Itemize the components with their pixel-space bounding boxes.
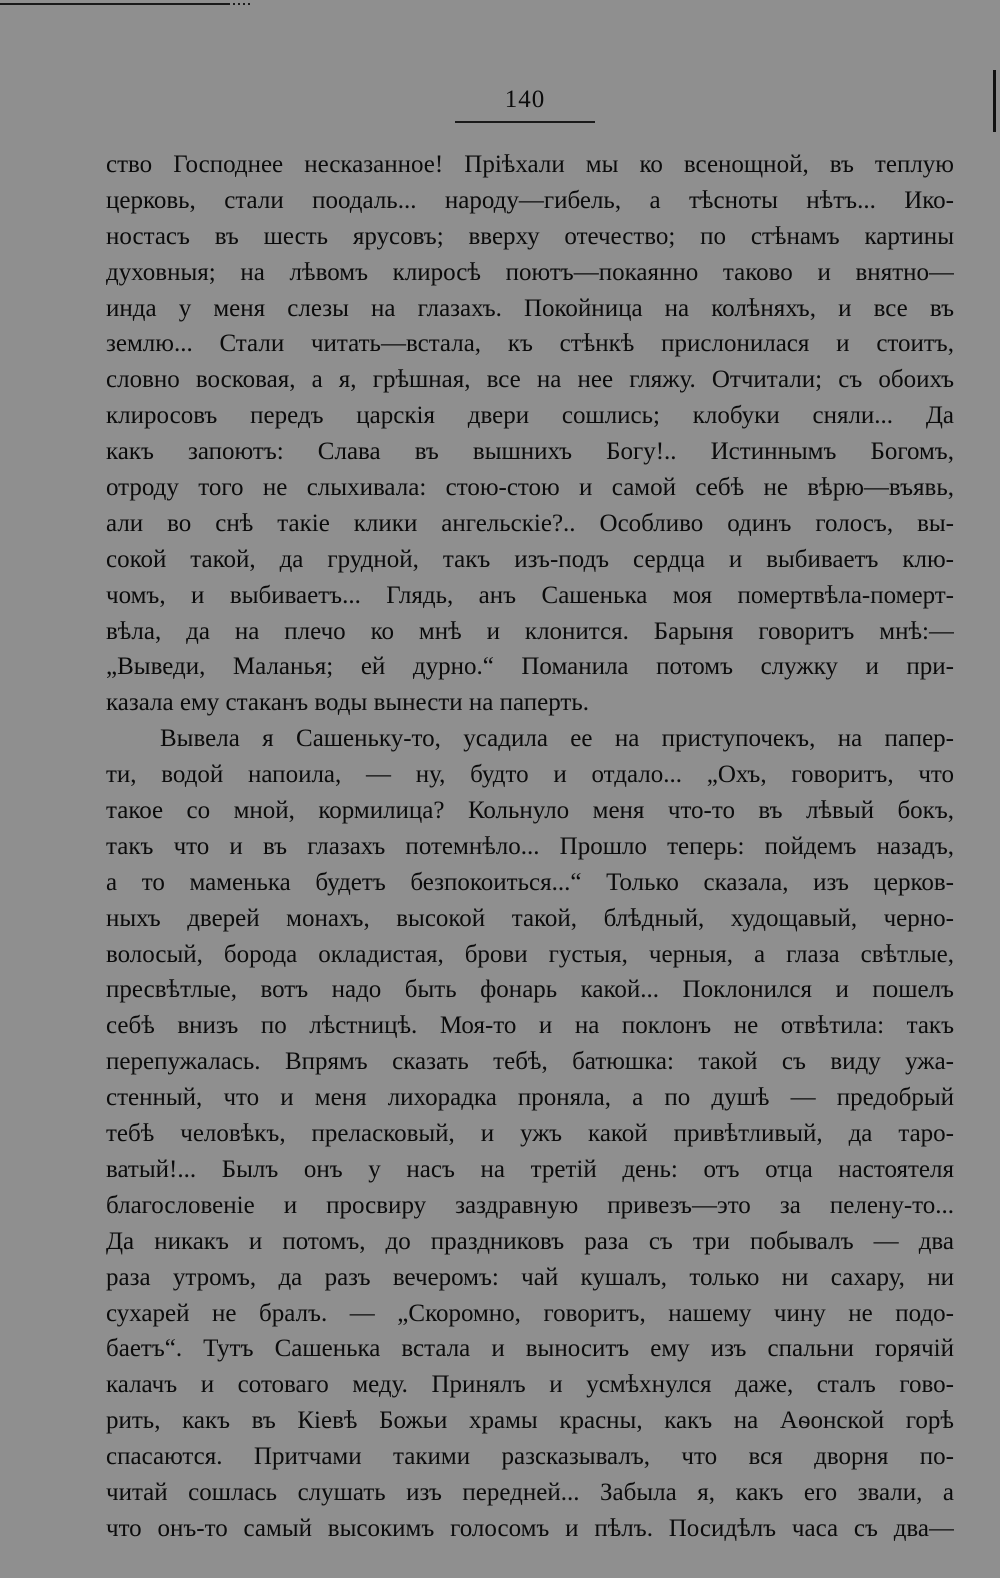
body-text	[106, 147, 954, 1547]
text-line: спасаются. Притчами такими разсказывалъ, что вся дворня по-	[106, 1443, 954, 1471]
text-line: отроду того не слыхивала: стою-стою и самой себѣ не вѣрю—въявь,	[106, 474, 954, 502]
text-line: такое со мной, кормилица? Кольнуло меня что-то въ лѣвый бокъ,	[106, 797, 954, 825]
edge-mark	[993, 70, 996, 132]
text-line: такъ что и въ глазахъ потемнѣло... Прошло теперь: пойдемъ назадъ,	[106, 832, 954, 860]
text-line: казала ему стаканъ воды вынести на паперть.	[106, 689, 590, 717]
text-line: перепужалась. Впрямъ сказать тебѣ, батюшка: такой съ виду ужа-	[106, 1048, 954, 1076]
text-line: церковь, стали поодаль... народу—гибель, а тѣсноты нѣтъ... Ико-	[106, 186, 954, 214]
text-line: волосый, борода окладистая, брови густыя, черныя, а глаза свѣтлые,	[106, 940, 954, 968]
text-line: сокой такой, да грудной, такъ изъ-подъ сердца и выбиваетъ клю-	[106, 545, 954, 573]
text-line: ныхъ дверей монахъ, высокой такой, блѣдный, худощавый, черно-	[106, 904, 954, 932]
text-line: что онъ-то самый высокимъ голосомъ и пѣлъ. Посидѣлъ часа съ два—	[106, 1514, 954, 1542]
text-line: ти, водой напоила, — ну, будто и отдало... „Охъ, говоритъ, что	[106, 761, 954, 789]
text-line: ство Господнее несказанное! Пріѣхали мы ко всенощной, въ теплую	[106, 151, 954, 178]
text-line: вѣла, да на плечо ко мнѣ и клонится. Барыня говоритъ мнѣ:—	[106, 617, 954, 645]
text-line: али во снѣ такіе клики ангельскіе?.. Особливо одинъ голосъ, вы-	[106, 509, 954, 537]
page-number: 140	[504, 86, 546, 113]
text-line: словно восковая, а я, грѣшная, все на нее гляжу. Отчитали; съ обоихъ	[106, 366, 954, 394]
text-line: баетъ“. Тутъ Сашенька встала и выноситъ ему изъ спальни горячій	[106, 1335, 954, 1363]
text-line: землю... Стали читать—встала, къ стѣнкѣ прислонилася и стоитъ,	[106, 330, 954, 358]
text-line: клиросовъ передъ царскія двери сошлись; клобуки сняли... Да	[106, 402, 954, 430]
text-line: а то маменька будетъ безпокоиться...“ Только сказала, изъ церков-	[106, 868, 954, 896]
text-line: какъ запоютъ: Слава въ вышнихъ Богу!.. Истиннымъ Богомъ,	[106, 438, 954, 466]
text-line: стенный, что и меня лихорадка проняла, а по душѣ — предобрый	[106, 1084, 954, 1112]
text-line: Да никакъ и потомъ, до праздниковъ раза съ три побывалъ — два	[106, 1227, 954, 1255]
text-line: читай сошлась слушать изъ передней... Забыла я, какъ его звали, а	[106, 1478, 954, 1506]
text-line: благословеніе и просвиру заздравную привезъ—это за пелену-то...	[106, 1191, 954, 1219]
text-line: „Выведи, Маланья; ей дурно.“ Поманила потомъ служку и при-	[106, 653, 954, 681]
text-line: калачъ и сотоваго меду. Принялъ и усмѣхнулся даже, сталъ гово-	[106, 1371, 954, 1399]
text-line: чомъ, и выбиваетъ... Глядь, анъ Сашенька моя помертвѣла-померт-	[106, 581, 954, 609]
text-line: ватый!... Былъ онъ у насъ на третій день: отъ отца настоятеля	[106, 1155, 954, 1183]
text-line: себѣ внизъ по лѣстницѣ. Моя-то и на поклонъ не отвѣтила: такъ	[106, 1012, 954, 1040]
text-line: сухарей не бралъ. — „Скоромно, говоритъ, нашему чину не подо-	[106, 1299, 954, 1327]
text-line: рить, какъ въ Кіевѣ Божьи храмы красны, какъ на Аѳонской горѣ	[106, 1407, 954, 1435]
text-line: тебѣ человѣкъ, преласковый, и ужъ какой привѣтливый, да таро-	[106, 1120, 954, 1148]
text-line: духовныя; на лѣвомъ клиросѣ поютъ—покаянно таково и внятно—	[106, 258, 954, 286]
text-line: инда у меня слезы на глазахъ. Покойница на колѣняхъ, и все въ	[106, 294, 954, 322]
text-line: раза утромъ, да разъ вечеромъ: чай кушалъ, только ни сахару, ни	[106, 1263, 954, 1291]
top-rule-dots	[228, 3, 252, 5]
text-line: Вывела я Сашеньку-то, усадила ее на приступочекъ, на папер-	[160, 725, 954, 753]
text-line: пресвѣтлые, вотъ надо быть фонарь какой... Поклонился и пошелъ	[106, 976, 954, 1004]
top-rule	[0, 3, 228, 5]
page-number-rule	[455, 121, 595, 123]
text-line: ностасъ въ шесть ярусовъ; вверху отечество; по стѣнамъ картины	[106, 222, 954, 250]
